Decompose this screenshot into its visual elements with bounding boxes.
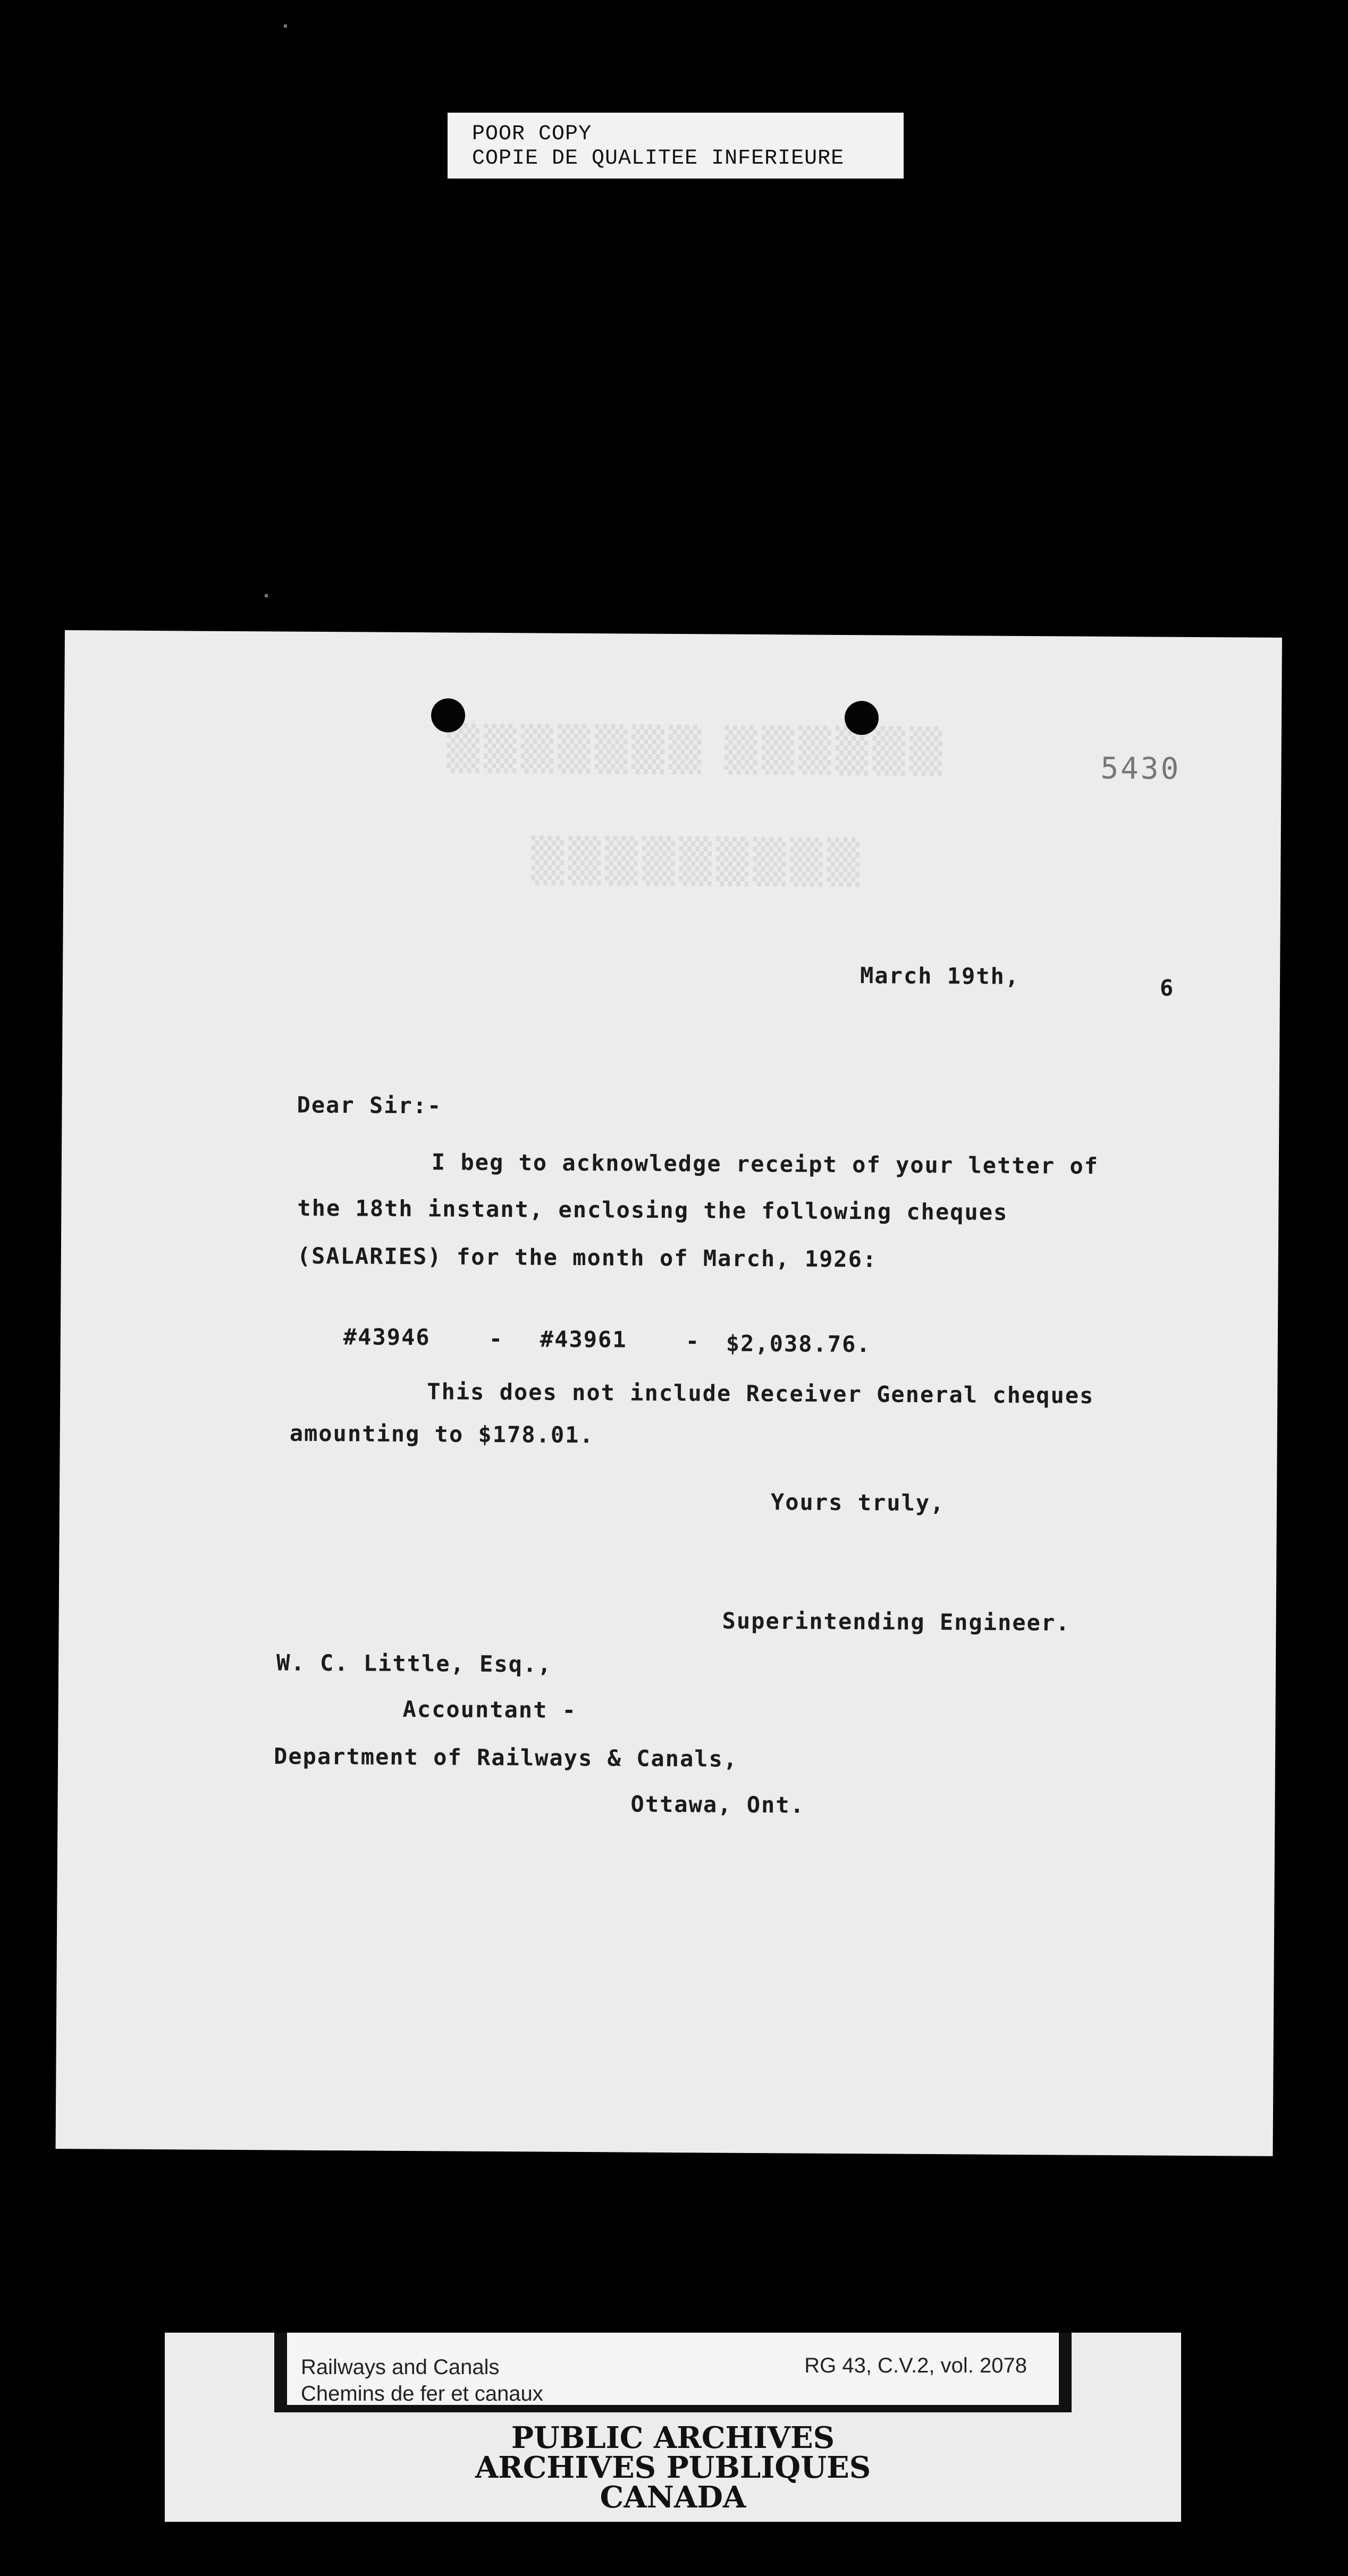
letter-page [56, 630, 1282, 2156]
body-line-1: I beg to acknowledge receipt of your letter of [431, 1149, 1099, 1179]
body-line-3: (SALARIES) for the month of March, 1926: [297, 1242, 878, 1273]
cheque-dash: - [488, 1325, 504, 1352]
archives-stamp [165, 2420, 1181, 2515]
archives-line-3: CANADA [600, 2480, 746, 2515]
addressee-title: Accountant - [402, 1696, 577, 1723]
bleed-through-text: ▒▒▒▒▒▒▒▒▒ [531, 835, 864, 887]
letter-date: March 19th, [860, 962, 1020, 989]
film-speck [284, 24, 287, 28]
series-names [301, 2354, 543, 2407]
archives-line-1: PUBLIC ARCHIVES [511, 2420, 835, 2455]
addressee-department: Department of Railways & Canals, [273, 1743, 738, 1772]
note-line-2: amounting to $178.01. [289, 1420, 594, 1448]
salutation: Dear Sir:- [297, 1091, 442, 1119]
body-line-2: the 18th instant, enclosing the following cheques [297, 1194, 1008, 1225]
date-mark: 6 [1159, 975, 1175, 1001]
cheque-from: #43946 [343, 1324, 431, 1351]
signature-title: Superintending Engineer. [722, 1607, 1071, 1636]
closing: Yours truly, [770, 1489, 945, 1516]
archives-line-2: ARCHIVES PUBLIQUES [475, 2450, 871, 2485]
series-label-box [287, 2333, 1059, 2405]
bleed-through-text: ▒▒▒▒▒▒▒ ▒▒▒▒▒▒ [446, 723, 947, 776]
series-name-english: Railways and Canals [301, 2355, 500, 2379]
addressee-city: Ottawa, Ont. [630, 1791, 805, 1818]
cheque-dash: - [685, 1328, 701, 1354]
note-line-1: This does not include Receiver General cheques [427, 1378, 1094, 1409]
cheque-to: #43961 [540, 1326, 627, 1353]
film-speck [265, 594, 268, 597]
addressee-name: W. C. Little, Esq., [276, 1649, 552, 1677]
archive-label [165, 2333, 1181, 2522]
notice-line-2: COPIE DE QUALITEE INFERIEURE [472, 147, 845, 171]
poor-copy-notice [448, 113, 904, 179]
archive-reference: RG 43, C.V.2, vol. 2078 [804, 2354, 1027, 2377]
series-name-french: Chemins de fer et canaux [301, 2382, 543, 2405]
cheque-amount: $2,038.76. [726, 1330, 871, 1358]
page-number: 5430 [1100, 751, 1181, 786]
notice-line-1: POOR COPY [472, 122, 592, 146]
